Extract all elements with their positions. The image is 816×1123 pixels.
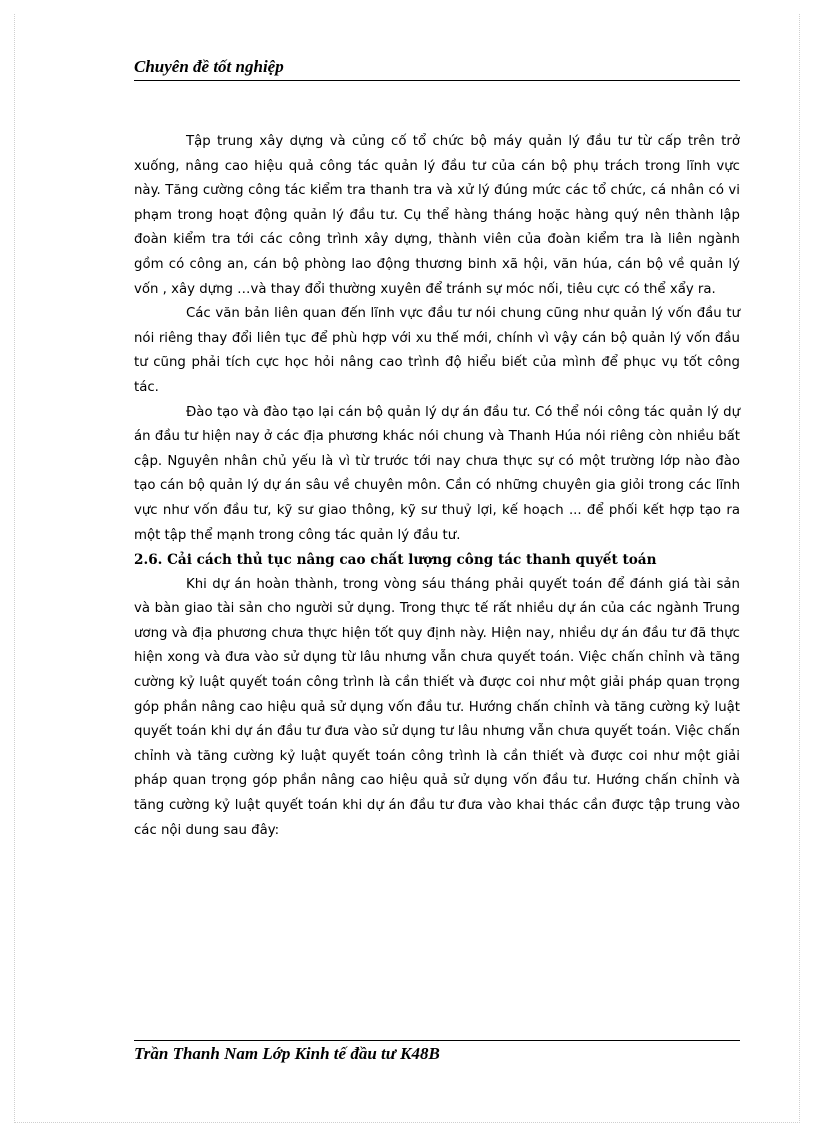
page-header [134,56,740,81]
document-body [134,130,740,843]
paragraph-1: Tập trung xây dựng và củng cố tổ chức bộ máy quản lý đầu tư từ cấp trên trở xuống, nâng cao hiệu quả công tác quản lý đầu tư của cán bộ phụ trách trong lĩnh vực này. Tăng cường công tác kiểm tra thanh tra và xử lý đúng mức các tổ chức, cá nhân có vi phạm trong hoạt động quản lý đầu tư. Cụ thể hàng tháng hoặc hàng quý nên thành lập đoàn kiểm tra tới các công trình xây dựng, thành viên của đoàn kiểm tra là liên ngành gồm có công an, cán bộ phòng lao động thương binh xã hội, văn húa, cán bộ về quản lý vốn , xây dựng …và thay đổi thường xuyên để tránh sự móc nối, tiêu cực có thể xẩy ra. [134,134,740,297]
section-heading: 2.6. Cải cách thủ tục nâng cao chất lượng công tác thanh quyết toán [134,552,657,569]
page-footer [134,1040,740,1065]
paragraph-2: Các văn bản liên quan đến lĩnh vực đầu tư nói chung cũng như quản lý vốn đầu tư nói riêng thay đổi liên tục để phù hợp với xu thế mới, chính vì vậy cán bộ quản lý vốn đầu tư cũng phải tích cực học hỏi nâng cao trình độ hiểu biết của mình để phục vụ tốt công tác. [134,306,740,395]
section-paragraph: Khi dự án hoàn thành, trong vòng sáu tháng phải quyết toán để đánh giá tài sản và bàn giao tài sản cho người sử dụng. Trong thực tế rất nhiều dự án của các ngành Trung ương và địa phương chưa thực hiện tốt quy định này. Hiện nay, nhiều dự án đầu tư đã thực hiện xong và đưa vào sử dụng từ lâu nhưng vẫn chưa quyết toán. Việc chấn chỉnh và tăng cường kỷ luật quyết toán công trình là cần thiết và được coi như một giải pháp quan trọng góp phần nâng cao hiệu quả sử dụng vốn đầu tư. Hướng chấn chỉnh và tăng cường kỷ luật quyết toán khi dự án đầu tư đưa vào sử dụng tư lâu nhưng vẫn chưa quyết toán. Việc chấn chỉnh và tăng cường kỷ luật quyết toán công trình là cần thiết và được coi như một giải pháp quan trọng góp phần nâng cao hiệu quả sử dụng vốn đầu tư. Hướng chấn chỉnh và tăng cường kỷ luật quyết toán khi dự án đầu tư đưa vào khai thác cần được tập trung vào các nội dung sau đây: [134,576,740,838]
footer-text: Trần Thanh Nam Lớp Kinh tế đầu tư K48B [134,1044,440,1063]
paragraph-3: Đào tạo và đào tạo lại cán bộ quản lý dự án đầu tư. Có thể nói công tác quản lý dự án đầu tư hiện nay ở các địa phương khác nói chung và Thanh Húa nói riêng còn nhiều bất cập. Nguyên nhân chủ yếu là vì từ trước tới nay chưa thực sự có một trường lớp nào đào tạo cán bộ quản lý dự án sâu về chuyên môn. Cần có những chuyên gia giỏi trong các lĩnh vực như vốn đầu tư, kỹ sư giao thông, kỹ sư thuỷ lợi, kế hoạch ... để phối kết hợp tạo ra một tập thể mạnh trong công tác quản lý đầu tư. [134,404,740,543]
header-title: Chuyên đề tốt nghiệp [134,57,284,76]
